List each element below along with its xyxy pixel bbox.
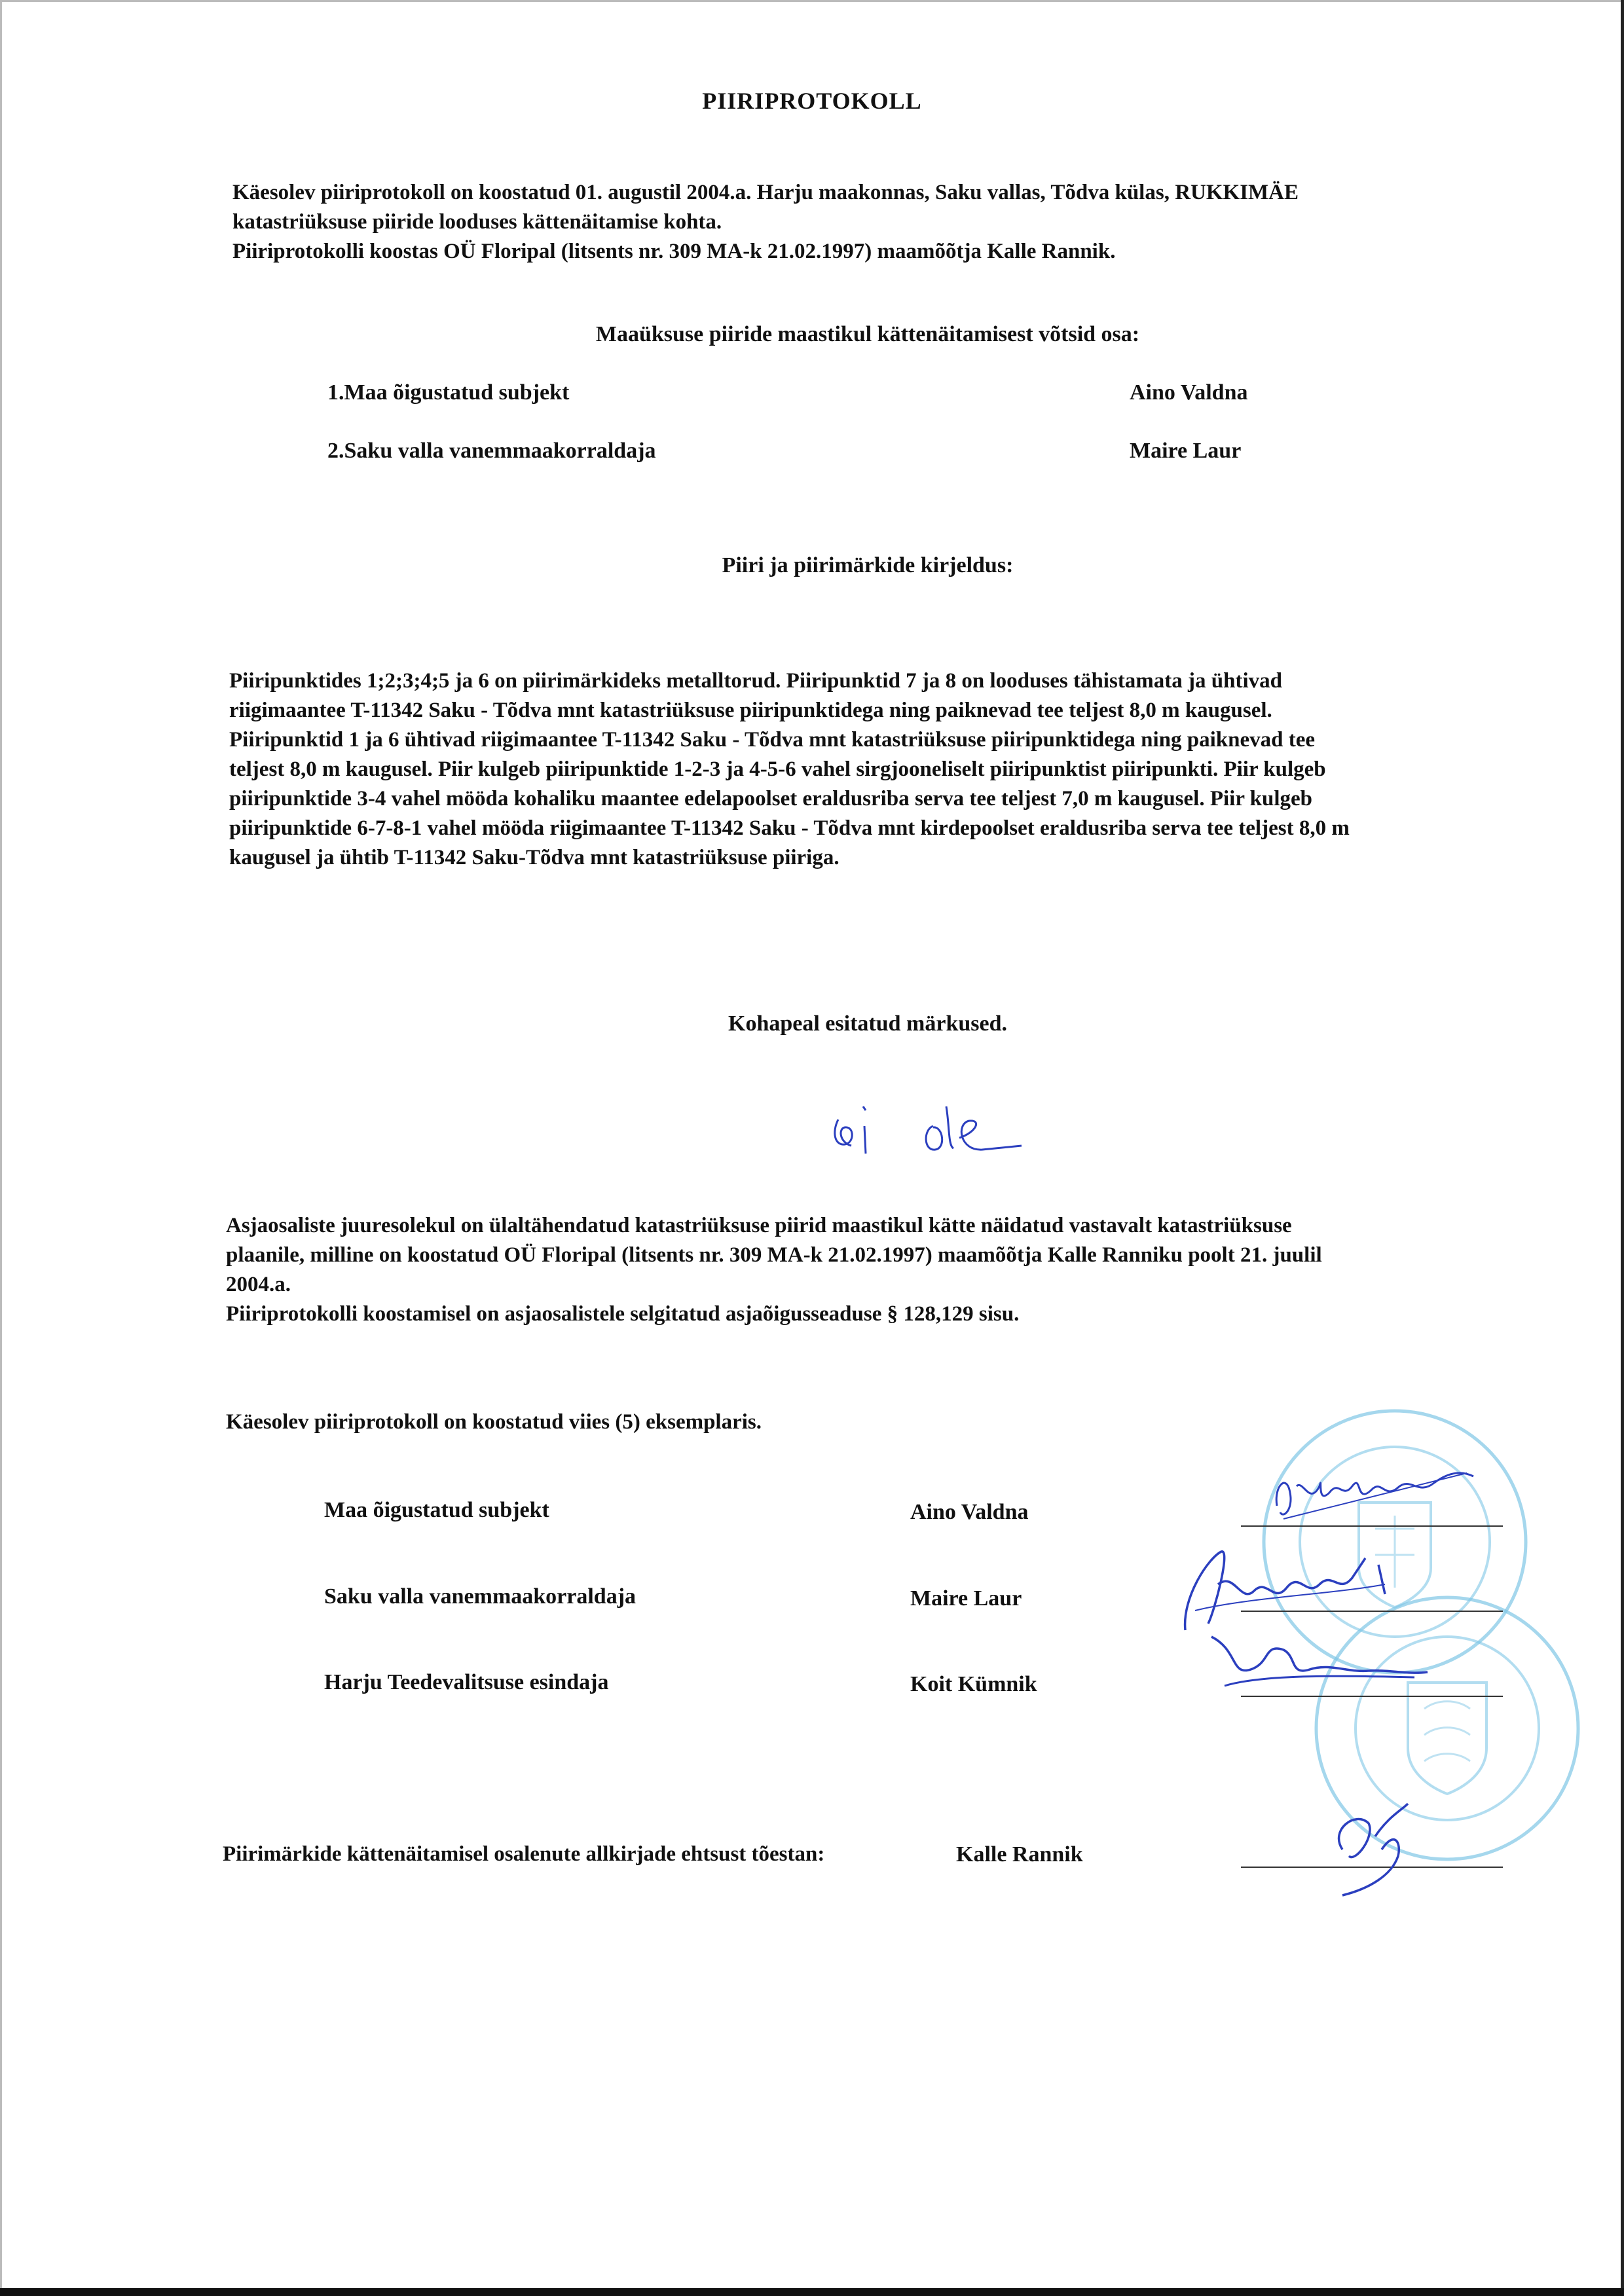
signature-koit-kumnik [1198, 1624, 1447, 1709]
intro-paragraph [232, 178, 1516, 266]
signature-name: Aino Valdna [910, 1500, 1029, 1524]
signature-role: Maa õigustatud subjekt [324, 1498, 549, 1522]
scan-border-bottom [0, 2288, 1624, 2296]
remarks-heading: Kohapeal esitatud märkused. [728, 1011, 1007, 1036]
signature-role: Harju Teedevalitsuse esindaja [324, 1670, 609, 1694]
statement-line: Piiriprotokolli koostamisel on asjaosalistele selgitatud asjaõigusseaduse § 128,129 sisu. [226, 1302, 1020, 1326]
description-line: riigimaantee T-11342 Saku - Tõdva mnt katastriüksuse piiripunktidega ning paiknevad tee teljest 8,0 m kaugusel. [229, 699, 1272, 722]
description-heading: Piiri ja piirimärkide kirjeldus: [722, 553, 1014, 577]
signature-role: Saku valla vanemmaakorraldaja [324, 1584, 637, 1609]
description-line: Piiripunktid 1 ja 6 ühtivad riigimaantee T-11342 Saku - Tõdva mnt katastriüksuse piiripunktidega ning paiknevad tee [229, 728, 1316, 752]
description-line: teljest 8,0 m kaugusel. Piir kulgeb piiripunktide 1-2-3 ja 4-5-6 vahel sirgjooneliselt piiripunktist piiripunkti. Piir kulgeb [229, 757, 1326, 781]
participant-role: 1.Maa õigustatud subjekt [327, 380, 570, 405]
participant-role: 2.Saku valla vanemmaakorraldaja [327, 439, 656, 463]
scan-border-top [0, 0, 1624, 2]
statement-paragraph [226, 1211, 1509, 1329]
description-line: piiripunktide 6-7-8-1 vahel mööda riigimaantee T-11342 Saku - Tõdva mnt kirdepoolset eraldusriba serva tee teljest 8,0 m [229, 816, 1350, 840]
signature-kalle-rannik [1316, 1791, 1434, 1902]
signature-aino-valdna [1257, 1447, 1493, 1532]
signature-name: Maire Laur [910, 1586, 1022, 1611]
intro-line: Piiriprotokolli koostas OÜ Floripal (litsents nr. 309 MA-k 21.02.1997) maamõõtja Kalle Rannik. [232, 240, 1116, 263]
copies-statement: Käesolev piiriprotokoll on koostatud viies (5) eksemplaris. [226, 1410, 762, 1434]
participants-heading: Maaüksuse piiride maastikul kättenäitamisest võtsid osa: [595, 322, 1140, 346]
participant-name: Aino Valdna [1130, 380, 1248, 405]
description-line: kaugusel ja ühtib T-11342 Saku-Tõdva mnt katastriüksuse piiriga. [229, 846, 840, 869]
description-paragraph [229, 666, 1513, 873]
statement-line: Asjaosaliste juuresolekul on ülaltähendatud katastriüksuse piirid maastikul kätte näidatud vastavalt katastriüksuse [226, 1214, 1292, 1237]
handwritten-remark [825, 1080, 1035, 1165]
participant-name: Maire Laur [1130, 439, 1242, 463]
certification-text: Piirimärkide kättenäitamisel osalenute allkirjade ehtsust tõestan: [223, 1842, 825, 1866]
description-line: piiripunktide 3-4 vahel mööda kohaliku maantee edelapoolset eraldusriba serva tee teljest 7,0 m kaugusel. Piir kulgeb [229, 787, 1313, 811]
statement-line: 2004.a. [226, 1273, 291, 1296]
intro-line: Käesolev piiriprotokoll on koostatud 01. augustil 2004.a. Harju maakonnas, Saku vallas, Tõdva külas, RUKKIMÄE [232, 181, 1299, 204]
certifier-name: Kalle Rannik [956, 1842, 1083, 1867]
statement-line: plaanile, milline on koostatud OÜ Floripal (litsents nr. 309 MA-k 21.02.1997) maamõõtja Kalle Ranniku poolt 21. juulil [226, 1243, 1322, 1267]
description-line: Piiripunktides 1;2;3;4;5 ja 6 on piirimärkideks metalltorud. Piiripunktid 7 ja 8 on looduses tähistamata ja ühtivad [229, 669, 1282, 693]
intro-line: katastriüksuse piiride looduses kättenäitamise kohta. [232, 210, 722, 234]
signature-name: Koit Kümnik [910, 1672, 1037, 1696]
document-title: PIIRIPROTOKOLL [702, 88, 922, 114]
